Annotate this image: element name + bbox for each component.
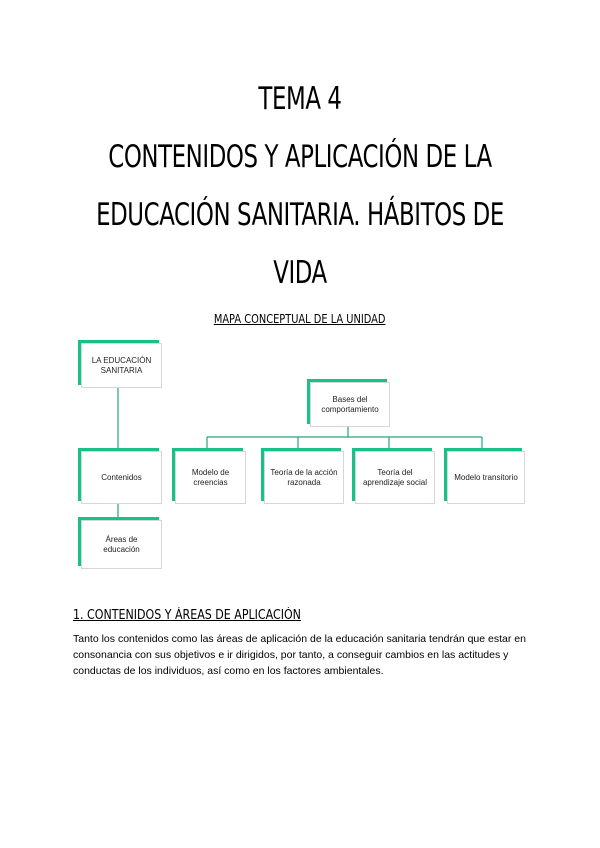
- node-contenidos-label: Contenidos: [101, 472, 142, 482]
- node-areas: [81, 520, 162, 569]
- concept-map-title-text: MAPA CONCEPTUAL DE LA UNIDAD: [214, 312, 386, 326]
- node-bases: [310, 382, 390, 427]
- title-line-4: VIDA: [273, 255, 327, 291]
- node-teoria-aprendizaje: [355, 451, 435, 504]
- node-teoria-accion-label: Teoría de la acción razonada: [270, 467, 338, 487]
- node-modelo-transitorio: [447, 451, 525, 504]
- section-paragraph: Tanto los contenidos como las áreas de aplicación de la educación sanitaria tendrán que estar en consonancia con sus objetivos e ir dirigidos, por tanto, a conseguir cambios en las actitudes y conductas de los individuos, así como en los factores ambientales.: [73, 633, 526, 677]
- node-root: [81, 343, 162, 388]
- section-heading-text: 1. CONTENIDOS Y ÁREAS DE APLICACIÓN: [73, 608, 301, 623]
- title-line-2: CONTENIDOS Y APLICACIÓN DE LA: [108, 139, 492, 175]
- node-root-label: LA EDUCACIÓN SANITARIA: [91, 355, 152, 375]
- title-line-3: EDUCACIÓN SANITARIA. HÁBITOS DE: [96, 197, 504, 233]
- node-teoria-accion: [264, 451, 344, 504]
- node-contenidos: [81, 451, 162, 504]
- node-areas-label: Áreas de educación: [103, 534, 140, 554]
- node-modelo-transitorio-label: Modelo transitorio: [454, 472, 518, 482]
- node-modelo-creencias-label: Modelo de creencias: [191, 467, 230, 487]
- node-bases-label: Bases del comportamiento: [321, 394, 379, 414]
- node-teoria-aprendizaje-label: Teoría del aprendizaje social: [362, 467, 428, 487]
- title-line-1: TEMA 4: [258, 81, 342, 117]
- section-heading: [73, 608, 341, 623]
- node-modelo-creencias: [175, 451, 246, 504]
